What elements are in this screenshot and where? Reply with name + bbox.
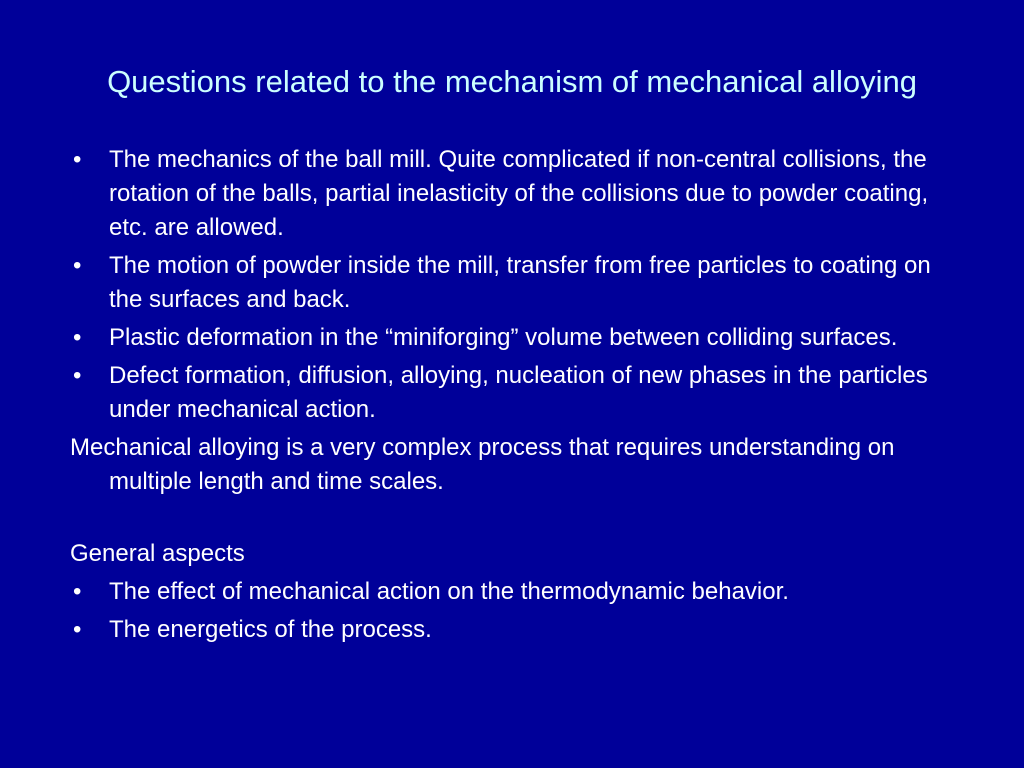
bullet-item <box>70 359 970 427</box>
slide-title: Questions related to the mechanism of mechanical alloying <box>107 64 917 99</box>
spacer <box>70 503 970 537</box>
bullet-icon: • <box>73 362 82 389</box>
bullet-text: The mechanics of the ball mill. Quite complicated if non-central collisions, the rotation of the balls, partial inelasticity of the collisions due to powder coating, etc. are allowed. <box>109 146 929 241</box>
bullet-icon: • <box>73 578 82 605</box>
slide-body <box>70 143 970 651</box>
bullet-text: The energetics of the process. <box>109 616 432 643</box>
bullet-icon: • <box>73 146 82 173</box>
bullet-text: Defect formation, diffusion, alloying, nucleation of new phases in the particles under mechanical action. <box>109 362 928 423</box>
bullet-icon: • <box>73 324 82 351</box>
general-bullet-item <box>70 575 970 609</box>
bullet-item <box>70 249 970 317</box>
bullet-item <box>70 143 970 245</box>
general-bullet-item <box>70 613 970 647</box>
general-aspects-heading: General aspects <box>70 540 245 567</box>
bullet-text: Plastic deformation in the “miniforging” volume between colliding surfaces. <box>109 324 898 351</box>
summary-paragraph: Mechanical alloying is a very complex process that requires understanding on multiple length and time scales. <box>70 434 895 495</box>
bullet-text: The motion of powder inside the mill, transfer from free particles to coating on the surfaces and back. <box>109 252 931 313</box>
bullet-text: The effect of mechanical action on the thermodynamic behavior. <box>109 578 789 605</box>
bullet-icon: • <box>73 616 82 643</box>
bullet-item <box>70 321 970 355</box>
bullet-icon: • <box>73 252 82 279</box>
